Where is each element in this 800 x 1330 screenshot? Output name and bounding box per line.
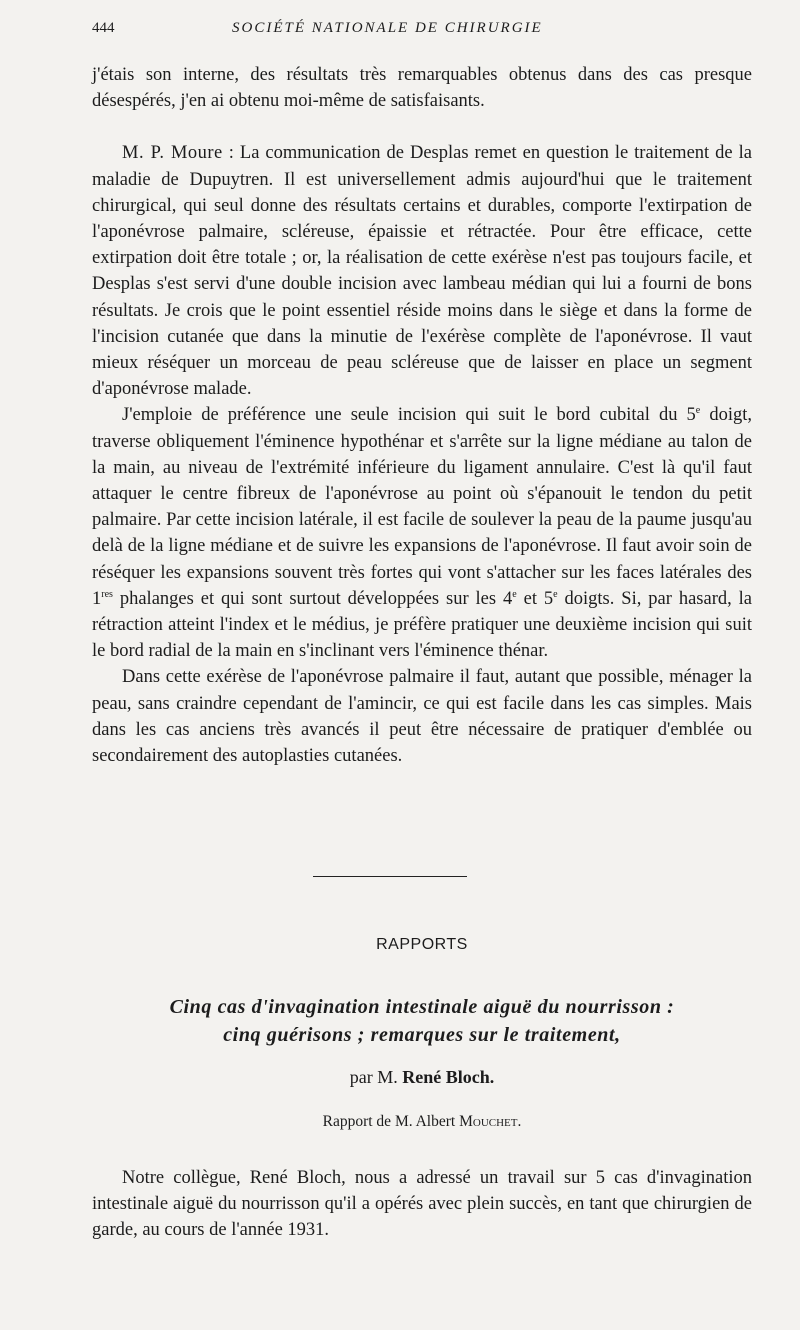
running-header [92, 20, 760, 44]
moure-text-end: Je crois que le point essentiel réside moins dans le siège et dans la forme de l'incision cutanée que dans la minutie de l'exérèse complète de l'aponévrose. Il vaut mieux réséquer un morceau de peau scléreuse que de laisser en place un segment d'aponévrose malade. [92, 300, 753, 400]
paragraph-incision: J'emploie de préférence une seule incision qui suit le bord cubital du 5e doigt, traverse obliquement l'éminence hypothénar et s'arrête sur la ligne médiane au talon de la main, au niveau de l'extrémité inférieure du ligament annulaire. C'est là qu'il faut attaquer le centre fibreux de l'aponévrose au point où s'épanouit le tendon du petit palmaire. Par cette incision latérale, il est facile de soulever la peau de la paume jusqu'au delà de la ligne médiane et de suivre les expansions de l'aponévrose. Il faut avoir soin de réséquer les expansions souvent très fortes qui vont s'attacher sur les faces latérales des 1res phalanges et qui sont surtout développées sur les 4e et 5e doigts. Si, par hasard, la rétraction atteint l'index et le médius, je préfère pratiquer une deuxième incision qui suit le bord radial de la main en s'inclinant vers l'éminence thénar. [92, 405, 752, 662]
section-divider [313, 876, 467, 877]
paragraph-final: Notre collègue, René Bloch, nous a adressé un travail sur 5 cas d'invagination intestinale aiguë du nourrisson qu'il a opérés avec plein succès, en tant que chirurgien de garde, au cours de l'année 1931. [92, 1168, 752, 1241]
article-title [92, 993, 752, 1049]
section-heading: RAPPORTS [376, 936, 468, 953]
title-line-1: Cinq cas d'invagination intestinale aiguë du nourrisson : [169, 996, 675, 1018]
rapporteur-name: Mouchet. [459, 1113, 522, 1130]
paragraph-moure [92, 140, 752, 402]
byline: par M. René Bloch. [349, 1067, 495, 1087]
article-text [92, 1165, 752, 1244]
rapport-line: Rapport de M. Albert Mouchet. [322, 1113, 522, 1130]
paragraph-continuation: j'étais son interne, des résultats très remarquables obtenus dans des cas presque désespérés, j'en ai obtenu moi-même de satisfaisants. [92, 65, 752, 112]
title-line-2: cinq guérisons ; remarques sur le traitement, [223, 1024, 621, 1046]
page-number: 444 [92, 20, 115, 36]
running-title: SOCIÉTÉ NATIONALE DE CHIRURGIE [232, 20, 543, 36]
speaker-name: M. P. Moure [122, 143, 223, 164]
discussion-text [92, 62, 752, 769]
paragraph-exerese: Dans cette exérèse de l'aponévrose palmaire il faut, autant que possible, ménager la peau, sans craindre cependant de l'amincir, ce qui est facile dans les cas simples. Mais dans les cas anciens très avancés il peut être nécessaire de pratiquer d'emblée ou secondairement des autoplasties cutanées. [92, 667, 752, 767]
author-name: René Bloch. [402, 1067, 495, 1087]
moure-text: : La communication de Desplas remet en question le traitement de la maladie de Dupuytren. Il est universellement admis aujourd'hui que le traitement chirurgical, qui seul donne des résultats certains et durables, comporte l'extirpation de l'aponévrose palmaire, scléreuse, épaissie et rétractée. Pour être efficace, cette extirpation doit être totale ; or, la réalisation de cette exérèse n'est pas toujours facile, et Desplas s'est servi d'une double incision avec lambeau médian qui lui a fourni de bons résultats. [92, 143, 752, 321]
